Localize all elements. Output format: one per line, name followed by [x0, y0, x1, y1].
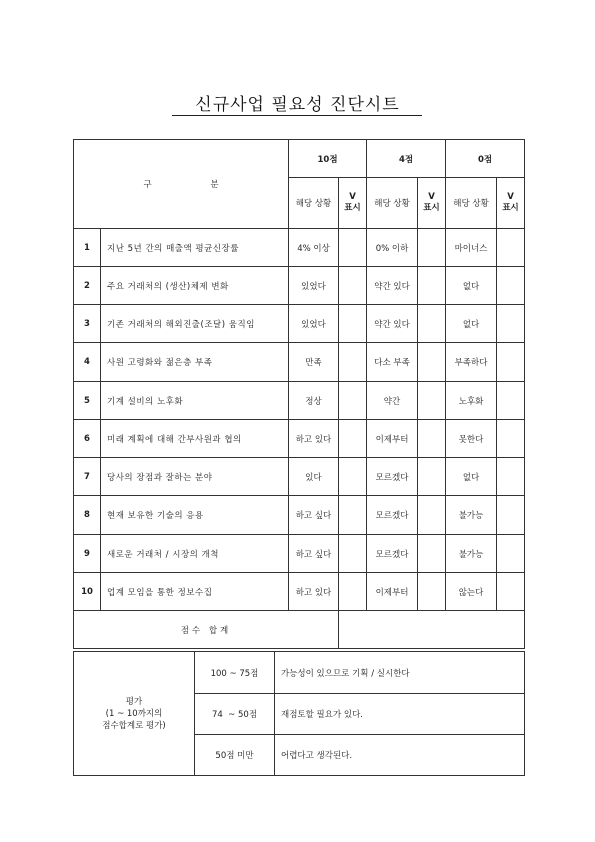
- score-header-4: 4점: [367, 140, 446, 178]
- row-number: 8: [74, 496, 101, 535]
- answer-0: 마이너스: [446, 229, 497, 267]
- table-row: [74, 535, 525, 573]
- answer-4: 다소 부족: [367, 343, 418, 382]
- check-cell-4[interactable]: [418, 535, 446, 573]
- table-row: [74, 458, 525, 496]
- check-cell-0[interactable]: [497, 420, 525, 458]
- total-value-cell[interactable]: [339, 611, 525, 649]
- answer-0: 않는다: [446, 573, 497, 611]
- check-cell-4[interactable]: [418, 420, 446, 458]
- check-cell-4[interactable]: [418, 343, 446, 382]
- title-underline: [172, 115, 422, 116]
- check-cell-4[interactable]: [418, 496, 446, 535]
- answer-10: 있었다: [289, 267, 339, 305]
- answer-10: 하고 싶다: [289, 496, 339, 535]
- answer-4: 모르겠다: [367, 535, 418, 573]
- check-cell-0[interactable]: [497, 343, 525, 382]
- check-cell-10[interactable]: [339, 305, 367, 343]
- table-row: [74, 496, 525, 535]
- answer-0: 불가능: [446, 496, 497, 535]
- check-cell-0[interactable]: [497, 382, 525, 420]
- table-row: [74, 305, 525, 343]
- check-cell-0[interactable]: [497, 229, 525, 267]
- answer-4: 모르겠다: [367, 496, 418, 535]
- check-cell-10[interactable]: [339, 267, 367, 305]
- answer-10: 만족: [289, 343, 339, 382]
- check-header-0: V 표시: [497, 178, 525, 229]
- table-row: [74, 573, 525, 611]
- check-cell-4[interactable]: [418, 305, 446, 343]
- answer-4: 모르겠다: [367, 458, 418, 496]
- evaluation-range: 74 ~ 50점: [195, 694, 275, 735]
- table-row: [74, 382, 525, 420]
- answer-10: 하고 있다: [289, 573, 339, 611]
- row-number: 5: [74, 382, 101, 420]
- row-item: 기존 거래처의 해외진출(조달) 움직임: [101, 305, 289, 343]
- check-cell-4[interactable]: [418, 267, 446, 305]
- check-cell-10[interactable]: [339, 496, 367, 535]
- row-item: 업계 모임을 통한 정보수집: [101, 573, 289, 611]
- answer-0: 노후화: [446, 382, 497, 420]
- row-item: 사원 고령화와 젊은층 부족: [101, 343, 289, 382]
- answer-10: 하고 싶다: [289, 535, 339, 573]
- answer-4: 약간 있다: [367, 305, 418, 343]
- table-row: [74, 343, 525, 382]
- situation-header-0: 해당 상황: [446, 178, 497, 229]
- total-label: 점수 합계: [74, 611, 339, 649]
- total-row: [74, 611, 525, 649]
- check-cell-10[interactable]: [339, 458, 367, 496]
- check-cell-10[interactable]: [339, 382, 367, 420]
- row-number: 7: [74, 458, 101, 496]
- row-number: 1: [74, 229, 101, 267]
- answer-10: 있었다: [289, 305, 339, 343]
- row-item: 지난 5년 간의 매출액 평균신장률: [101, 229, 289, 267]
- header-row-scores: [74, 140, 525, 178]
- check-cell-10[interactable]: [339, 420, 367, 458]
- check-cell-0[interactable]: [497, 573, 525, 611]
- check-cell-4[interactable]: [418, 382, 446, 420]
- situation-header-10: 해당 상황: [289, 178, 339, 229]
- row-item: 미래 계획에 대해 간부사원과 협의: [101, 420, 289, 458]
- table-row: [74, 229, 525, 267]
- check-cell-4[interactable]: [418, 458, 446, 496]
- check-cell-4[interactable]: [418, 229, 446, 267]
- answer-0: 없다: [446, 458, 497, 496]
- evaluation-text: 어렵다고 생각된다.: [275, 735, 525, 776]
- answer-0: 부족하다: [446, 343, 497, 382]
- answer-4: 약간: [367, 382, 418, 420]
- check-cell-0[interactable]: [497, 458, 525, 496]
- table-row: [74, 267, 525, 305]
- row-item: 주요 거래처의 (생산)체제 변화: [101, 267, 289, 305]
- answer-4: 0% 이하: [367, 229, 418, 267]
- answer-10: 하고 있다: [289, 420, 339, 458]
- answer-4: 이제부터: [367, 420, 418, 458]
- diagnosis-table: [73, 139, 525, 649]
- row-number: 2: [74, 267, 101, 305]
- check-header-4: V 표시: [418, 178, 446, 229]
- row-item: 당사의 장점과 잘하는 분야: [101, 458, 289, 496]
- check-cell-10[interactable]: [339, 229, 367, 267]
- evaluation-label: 평가 (1 ~ 10까지의 점수합계로 평가): [74, 652, 195, 776]
- answer-4: 이제부터: [367, 573, 418, 611]
- check-cell-10[interactable]: [339, 573, 367, 611]
- answer-0: 없다: [446, 267, 497, 305]
- evaluation-table: [73, 651, 525, 776]
- page-title: 신규사업 필요성 진단시트: [195, 95, 400, 115]
- check-cell-10[interactable]: [339, 343, 367, 382]
- score-header-10: 10점: [289, 140, 367, 178]
- evaluation-range: 100 ~ 75점: [195, 652, 275, 694]
- answer-4: 약간 있다: [367, 267, 418, 305]
- row-number: 9: [74, 535, 101, 573]
- answer-0: 불가능: [446, 535, 497, 573]
- situation-header-4: 해당 상황: [367, 178, 418, 229]
- answer-10: 정상: [289, 382, 339, 420]
- evaluation-text: 가능성이 있으므로 기획 / 실시한다: [275, 652, 525, 694]
- check-cell-0[interactable]: [497, 267, 525, 305]
- row-number: 6: [74, 420, 101, 458]
- row-item: 현재 보유한 기술의 응용: [101, 496, 289, 535]
- answer-0: 못한다: [446, 420, 497, 458]
- table-row: [74, 420, 525, 458]
- answer-10: 4% 이상: [289, 229, 339, 267]
- answer-0: 없다: [446, 305, 497, 343]
- answer-10: 있다: [289, 458, 339, 496]
- row-item: 기계 설비의 노후화: [101, 382, 289, 420]
- check-cell-0[interactable]: [497, 305, 525, 343]
- row-number: 10: [74, 573, 101, 611]
- check-cell-4[interactable]: [418, 573, 446, 611]
- row-item: 새로운 거래처 / 시장의 개척: [101, 535, 289, 573]
- row-number: 3: [74, 305, 101, 343]
- check-cell-0[interactable]: [497, 496, 525, 535]
- check-cell-0[interactable]: [497, 535, 525, 573]
- score-header-0: 0점: [446, 140, 525, 178]
- check-header-10: V 표시: [339, 178, 367, 229]
- category-header: 구 분: [74, 140, 289, 229]
- check-cell-10[interactable]: [339, 535, 367, 573]
- evaluation-text: 재점토할 필요가 있다.: [275, 694, 525, 735]
- evaluation-row: [74, 652, 525, 694]
- row-number: 4: [74, 343, 101, 382]
- evaluation-range: 50점 미만: [195, 735, 275, 776]
